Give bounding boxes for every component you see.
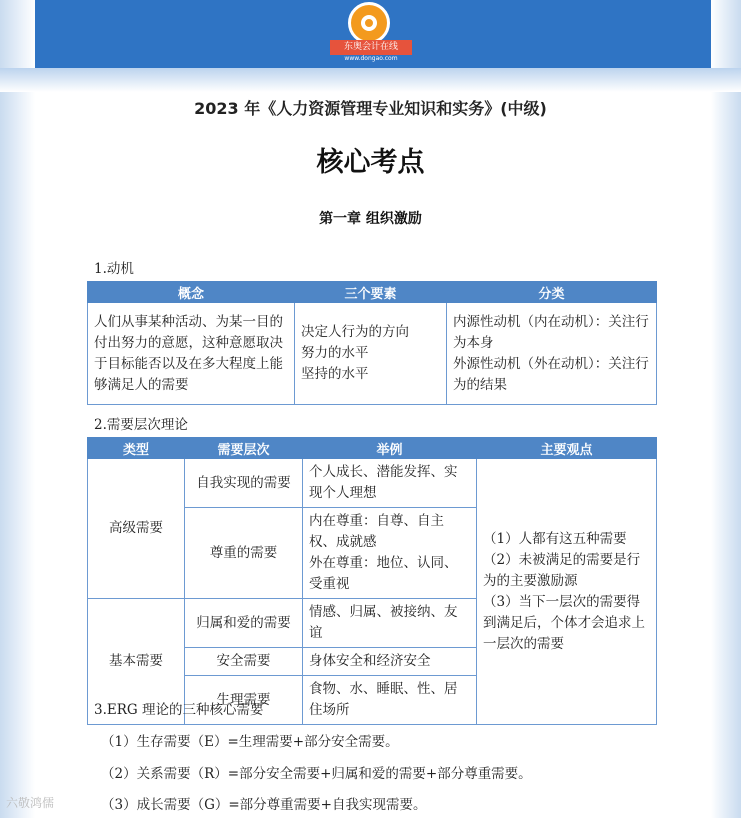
col-elements: 三个要素 — [295, 282, 447, 303]
type-cell: 高级需要 — [88, 459, 185, 599]
level-cell: 生理需要 — [185, 676, 303, 725]
header-shadow — [0, 68, 741, 92]
erg-line: （2）关系需要（R）=部分安全需要+归属和爱的需要+部分尊重需要。 — [101, 766, 532, 782]
col-example: 举例 — [303, 438, 477, 459]
element-item: 决定人行为的方向 — [301, 324, 409, 340]
level-cell: 归属和爱的需要 — [185, 599, 303, 648]
logo-emblem-icon — [348, 2, 390, 44]
section1-heading: 1.动机 — [94, 261, 134, 277]
col-concept: 概念 — [88, 282, 295, 303]
brand-logo — [330, 2, 412, 60]
section3-heading: 3.ERG 理论的三种核心需要 — [94, 702, 264, 718]
example-line: 外在尊重：地位、认同、受重视 — [309, 555, 458, 592]
main-title: 核心考点 — [316, 147, 425, 178]
element-item: 努力的水平 — [301, 345, 369, 361]
col-category: 分类 — [447, 282, 657, 303]
category-cell — [447, 303, 657, 405]
document-title: 2023 年《人力资源管理专业知识和实务》(中级) — [194, 99, 547, 118]
right-border — [711, 0, 741, 818]
viewpoint-item: （2）未被满足的需要是行为的主要激励源 — [483, 551, 641, 589]
example-cell: 身体安全和经济安全 — [303, 648, 477, 676]
col-level: 需要层次 — [185, 438, 303, 459]
erg-line: （3）成长需要（G）=部分尊重需要+自我实现需要。 — [101, 797, 427, 813]
viewpoint-cell — [477, 459, 657, 725]
logo-url: www.dongao.com — [344, 55, 398, 62]
example-cell: 情感、归属、被接纳、友谊 — [303, 599, 477, 648]
example-cell: 食物、水、睡眠、性、居住场所 — [303, 676, 477, 725]
col-type: 类型 — [88, 438, 185, 459]
type-cell: 基本需要 — [88, 599, 185, 725]
viewpoint-item: （3）当下一层次的需要得到满足后，个体才会追求上一层次的需要 — [483, 593, 645, 652]
left-border — [0, 0, 35, 818]
viewpoint-item: （1）人都有这五种需要 — [483, 530, 627, 547]
chapter-title: 第一章 组织激励 — [319, 211, 422, 227]
concept-cell: 人们从事某种活动、为某一目的付出努力的意愿，这种意愿取决于目标能否以及在多大程度上能够满足人的需要 — [88, 303, 295, 405]
hierarchy-table — [87, 437, 657, 725]
category-item: 外源性动机（外在动机）：关注行为的结果 — [453, 355, 649, 393]
level-cell: 自我实现的需要 — [185, 459, 303, 508]
level-cell: 安全需要 — [185, 648, 303, 676]
example-cell: 个人成长、潜能发挥、实现个人理想 — [303, 459, 477, 508]
col-viewpoint: 主要观点 — [477, 438, 657, 459]
example-cell — [303, 508, 477, 599]
element-item: 坚持的水平 — [301, 366, 369, 382]
level-cell: 尊重的需要 — [185, 508, 303, 599]
motivation-table — [87, 281, 657, 405]
section2-heading: 2.需要层次理论 — [94, 417, 188, 433]
elements-cell — [295, 303, 447, 405]
category-item: 内源性动机（内在动机）：关注行为本身 — [453, 313, 649, 351]
watermark: 六敬鸿儒 — [6, 796, 55, 810]
logo-text: 东奥会计在线 — [330, 40, 412, 55]
example-line: 内在尊重：自尊、自主权、成就感 — [309, 513, 444, 550]
erg-line: （1）生存需要（E）=生理需要+部分安全需要。 — [101, 734, 399, 750]
